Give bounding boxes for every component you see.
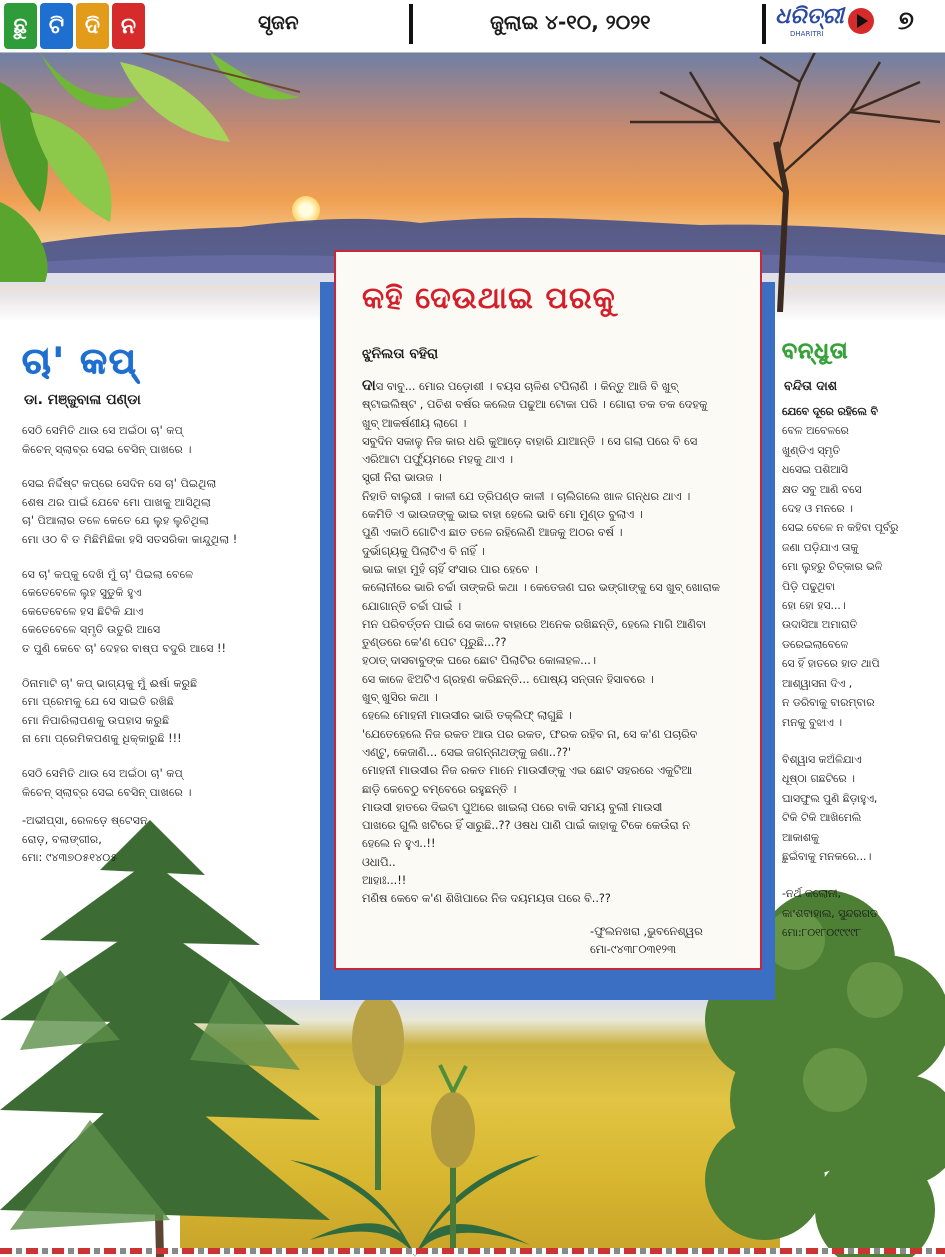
story-line: ଓଧାପି.. [362,855,396,869]
issue-date: ଜୁଲାଇ ୪-୧୦, ୨୦୨୧ [490,10,651,34]
signature-line: ରୋଡ଼, ବଲାଙ୍ଗୀର, [22,832,102,846]
poem-line: ଟିକି ଟିକି ଆଖିମେଲି [782,811,862,825]
story-line: ଦୁର୍ଭାଗ୍ୟକୁ ପିଲାଟିଏ ବି ନାହିଁ । [362,544,485,558]
poem-line: ସେଇ ବେଳେ ନ କହିବା ପୂର୍ବରୁ [782,521,899,535]
poem-line: ବିଶ୍ୱାସ କଅଁଳିଯାଏ [782,752,862,766]
poem-line: କ୍ଷତ ସବୁ ଆଣି ବସେ [782,482,862,496]
poem-line: ସେଠି ସେମିତି ଥାଉ ସେ ଅଇଁଠା ଚା' କପ୍ [22,766,183,780]
story-line: ଯୋଗାନ୍ତି ଚର୍ଚ୍ଚା ପାଇଁ । [362,599,462,613]
story-line: ମୋହନୀ ମାଉସୀର ନିଜ ରକତ ମାନେ ମାଉସୀଙ୍କୁ ଏଇ ଛୋଟ ସହରରେ ଏକୁଟିଆ [362,764,693,778]
poem-line: ଜଣା ପଡ଼ିଯାଏ ତାକୁ [782,540,859,554]
logo-letter: ଟି [40,3,73,49]
poem-line: ମୋ ଲୁହରୁ ଚିତ୍କାର ଭଳି [782,560,883,574]
right-stanza [782,402,942,732]
story-line: ମନ ପରିବର୍ତ୍ତନ ପାଇଁ ସେ କାଳେ ବାହାରେ ଅନେକ ରଖିଛନ୍ତି, ହେଲେ ମାଗି ଆଣିବା [362,617,707,631]
dharitri-brand: ଧରିତ୍ରୀ [775,4,844,29]
poem-line: ସେଠି ସେମିତି ଥାଉ ସେ ଅଇଁଠା ଚା' କପ୍ [22,424,183,437]
header-divider [409,4,413,44]
story-line: ଭାଇ କାହା ମୁହଁ ଚାହିଁ ସଂସାର ପାର ହେବେ । [362,562,538,576]
story-line: ମାଉସୀ ହାତରେ ଦିଇଟା ପୁଅରେ ଖାଇଲା ପରେ ବାକି ସମୟ ବୁଲୀ ମାଉସୀ [362,800,663,814]
left-stanza [22,675,322,749]
story-body [362,376,738,909]
signature-line: -ଅଭୀପ୍ସା, ରେଳଡ଼େ ଷ୍ଟେସନ [22,814,148,828]
story-line: 'ଯେତେହେଲେ ନିଜ ରକତ ଆଉ ପର ରକତ, ଫରକ ରହିବ ନା, ସେ କ'ଣ ପଚାରିବ [362,727,698,741]
poem-line: କିଚେନ୍ ସ୍ଲାବ୍ର ସେଇ ବେସିନ୍ ପାଖରେ । [22,442,192,456]
green-leaves-image [0,52,310,282]
poem-line: ଧୂଷ୍ଠା ଗଛଟିରେ । [782,772,855,786]
page-header [0,0,945,53]
section-name: ସୃଜନ [258,10,299,34]
poem-line: ହୋ ହୋ ହସ...। [782,599,846,613]
story-line: ମଣିଷ କେବେ କ'ଣ ଶିଖିପାରେ ନିଜ ଦୟମୟତା ପରେ ବି..?? [362,892,611,906]
poem-line: ଘାସଫୁଲ ପୁଣି ଛିଡ଼ାହୁଏ, [782,791,878,805]
poem-line: ଧସେଇ ପଶିଆସି [782,463,848,477]
story-line: ଦାସ ବାବୁ... ମୋର ପଡ଼ୋଶୀ । ବୟସ ଚାଳିଶ ଟପିଲାଣି । କିନ୍ତୁ ଆଜି ବି ଖୁବ୍ [362,376,678,394]
poem-line: ଛୁଇଁବାକୁ ମନକରେ...। [782,849,872,863]
story-line: ଖୁବ୍ ଆକର୍ଷଣୀୟ ଲାଗେ । [362,416,467,430]
left-stanza [22,422,322,459]
story-line: ହେଲେ ମୋହନୀ ମାଉସୀର ଭାରି ତକ୍ଲିଫ୍ ଲାଗୁଛି । [362,709,572,723]
story-line: ଏଣ୍ଟୁ, କେଜାଣି... ସେଇ ଜଗନ୍ନାଥଙ୍କୁ ଜଣା..??' [362,745,572,759]
story-line: ହେଲେ ନ ହୁଏ..!! [362,837,436,851]
logo-letter: ନ [112,3,145,49]
poem-line: ଉଦାସିଆ ଅମାରାତି [782,618,858,632]
right-poem-author: ବନ୍ଦିତା ଦାଶ [784,378,837,393]
poem-line: କିଚେନ୍ ସ୍ଲାବ୍ର ସେଇ ବେସିନ୍ ପାଖରେ । [22,785,192,799]
right-stanza [782,750,942,866]
poem-line: ଆକାଶକୁ [782,830,819,844]
left-poem-title: ଚା' କପ୍ [22,341,138,382]
poem-line: ଯେବେ ଦୂରେ ରହିଲେ ବି [782,405,878,418]
left-poem [22,340,322,868]
story-line: ଖୁବ୍ ଖୁସିର କଥା । [362,691,438,705]
poem-line: ମୋ ଓଠ ବି ତ ମିଛିମିଛିକା ହସି ସତସରିକା କାନ୍ଦୁଥିଲା ! [22,532,238,546]
right-poem-signature [782,884,942,942]
poem-line: କେତେବେଳେ ହସ ଛିଟିକି ଯାଏ [22,604,144,618]
poem-line: ନ ଡରିବାକୁ ବାରମ୍ବାର [782,696,875,710]
poem-line: ନା ମୋ ପ୍ରେମିକପଣକୁ ଧିକ୍କାରୁଛି !!! [22,732,182,746]
page-number: ୭ [898,6,914,36]
left-poem-signature [22,812,322,868]
signature-line: କାଂଶବାହାଲ, ସୁନ୍ଦରଗଡ [782,906,878,920]
poem-line: ଖୁଣ୍ଡିଏ ସ୍ମୃତି [782,443,841,457]
chhutidina-logo [4,3,145,49]
story-line: ଏରିଆଟା ପର୍ଫ୍ୟୁମରେ ମହକୁ ଥାଏ । [362,453,513,467]
story-line: କେମିତି ଏ ଭାଉଜଙ୍କୁ ଭାଇ ବାହା ହେଲେ ଭାବି ମୋ ମୁଣ୍ଡ ବୁଲାଏ । [362,508,643,522]
poem-line: ଦେହ ଓ ମନରେ । [782,502,853,516]
poem-line: ବେଳ ଅବେଳରେ [782,424,849,438]
poem-line: ତ ପୁଣି କେବେ ଚା' ଦେହର ବାଷ୍ପ ବଦୁରି ଆସେ !! [22,641,226,655]
header-divider [762,4,766,44]
story-line: ତୁଣ୍ଡରେ କେ'ଣ ପେଟ ପୂରୁଛି...?? [362,636,507,650]
poem-line: ମୋ ନିପାରିଲାପଣକୁ ଉପହାସ କରୁଛି [22,713,170,727]
logo-letter: ଦି [76,3,109,49]
poem-line: ମୋ ପ୍ରେମକୁ ଯେ ସେ ସାଇତି ରଖିଛି [22,695,175,709]
dharitri-brand-sub: DHARITRI [790,30,824,38]
poem-line: ସେଇ ନିର୍ଦ୍ଦିଷ୍ଟ କପ୍‌ରେ ସେଦିନ ସେ ଚା' ପିଇଥିଲା [22,477,217,491]
story-line: ଷ୍ଟାଇଲିଷ୍ଟ , ପଚିଶ ବର୍ଷର କଲେଜ ପଢୁଆ ଟୋକା ପରି । ଗୋରା ତକ ତକ ଦେହକୁ [362,398,708,412]
drop-cap: ଦା [362,376,376,394]
poem-line: ମନକୁ ବୁଝାଏ । [782,715,842,729]
right-poem [782,338,942,943]
signature-line: ମୋ: ୯୪୩୭୦୫୧୪୦୫ [22,851,118,865]
story-line: ଆହାଃ...!! [362,874,407,888]
poem-line: ଶେଷ ଥର ପାଇଁ ଯେବେ ମୋ ପାଖକୁ ଆସିଥିଲା [22,495,211,509]
story-line: ସେ କାଳେ ଝିଅଟିଏ ଗ୍ରହଣ କରିଛନ୍ତି... ପୋଷ୍ୟ ସନ୍ତାନ ହିସାବରେ । [362,672,654,686]
story-line: ହଠାତ୍ ଦାସବାବୁଙ୍କ ଘରେ ଛୋଟ ପିଲାଟିର କୋଳାହଳ...। [362,654,596,668]
pineapple-plant-image [290,960,540,1257]
story-line: ପୁଣି ଏକାଠି ଗୋଟିଏ ଛାତ ତଳେ ରହିଲେଣି ଆଜକୁ ଅଠର ବର୍ଷ । [362,526,623,540]
story-line: ପାଖରେ ଗୁଲି ଖଟିରେ ହିଁ ସାରୁଛି..?? ଓଷଧ ପାଣି ପାଇଁ କାହାକୁ ଟିକେ କେଉଁରା ନ [362,819,690,833]
signature-line: ମୋ:୮୦୧୮୦୯୯୯୯୮ [782,926,862,940]
right-poem-title: ବନ୍ଧୁତା [782,339,849,364]
story-title: କହି ଦେଉଥାଇ ପରକୁ [362,281,616,316]
story-signature-phone: ମୋ-୯୪୩୮୦୩୧୨୩ [590,942,676,956]
poem-line: କେତେବେଳେ ଲୁହ ସୁଡୁକି ହୁଏ [22,586,142,600]
play-icon [848,8,874,34]
signature-line: -ନର୍ଥ କଲୋନୀ, [782,887,842,901]
story-line: କଲୋନୀରେ ଭାରି ଚର୍ଚ୍ଚା ତାଙ୍କରି କଥା । କେତେଜଣ ଘର ଭଙ୍ଗାଙ୍କୁ ସେ ଖୁବ୍ ଖୋରାକ [362,581,720,595]
poem-line: ଆଶ୍ୱାସନା ଦିଏ , [782,676,853,690]
story-line: ସବୁଦିନ ସକାଳୁ ନିଜ କାର ଧରି କୁଆଡ଼େ ବାହାରି ଯାଆନ୍ତି । ସେ ଗଲା ପରେ ବି ସେ [362,434,698,448]
left-stanza [22,566,322,659]
left-stanza [22,475,322,549]
bottom-border [0,1248,945,1254]
left-stanza [22,765,322,802]
story-signature-place: -ଫୁଲନଖରା ,ଭୁବନେଶ୍ୱର [590,924,703,938]
poem-line: କେତେବେଳେ ସ୍ମୃତି ଉତୁରି ଆସେ [22,623,161,637]
poem-line: ସେ ହିଁ ହାତରେ ହାତ ଥାପି [782,657,880,671]
poem-line: ଠିନାମାଟି ଚା' କପ୍ ଭାଗ୍ୟକୁ ମୁଁ ଈର୍ଷା କରୁଛି [22,676,198,690]
poem-line: ଡରେଇଲାବେଳେ [782,637,849,651]
left-poem-author: ଡା. ମଞ୍ଜୁବାଳା ପଣ୍ଡା [24,392,141,408]
story-line: ଛାଡ଼ି କେବେଠୁ ବମ୍ବେରେ ରହୁଛନ୍ତି । [362,782,517,796]
story-author: ଝୁନିଲତା ବହିରା [362,346,439,362]
story-line: ନିହାତି ବାଲୁରୀ । କାଳୀ ଯେ ତ୍ରିପଣ୍ଡ କାଳୀ । ଚାଲିଗଲେ ଖାଳ ଗନ୍ଧର ଥାଏ । [362,489,691,503]
logo-letter: ଛୁ [4,3,37,49]
center-story [334,250,762,970]
poem-line: ପିଡ଼ି ପଢୁଥିବା [782,579,835,593]
poem-line: ଚା' ପିଆଲାର ତଳେ କେତେ ଯେ ଲୁହ ଲୁଚିଥିଲା [22,514,209,528]
story-line: ସ୍ତ୍ରୀ ନିରା ଭାଉଜ । [362,471,442,485]
poem-line: ସେ ଚା' କପ୍‌କୁ ଦେଖି ମୁଁ ଚା' ପିଇଲା ବେଳେ [22,567,194,581]
